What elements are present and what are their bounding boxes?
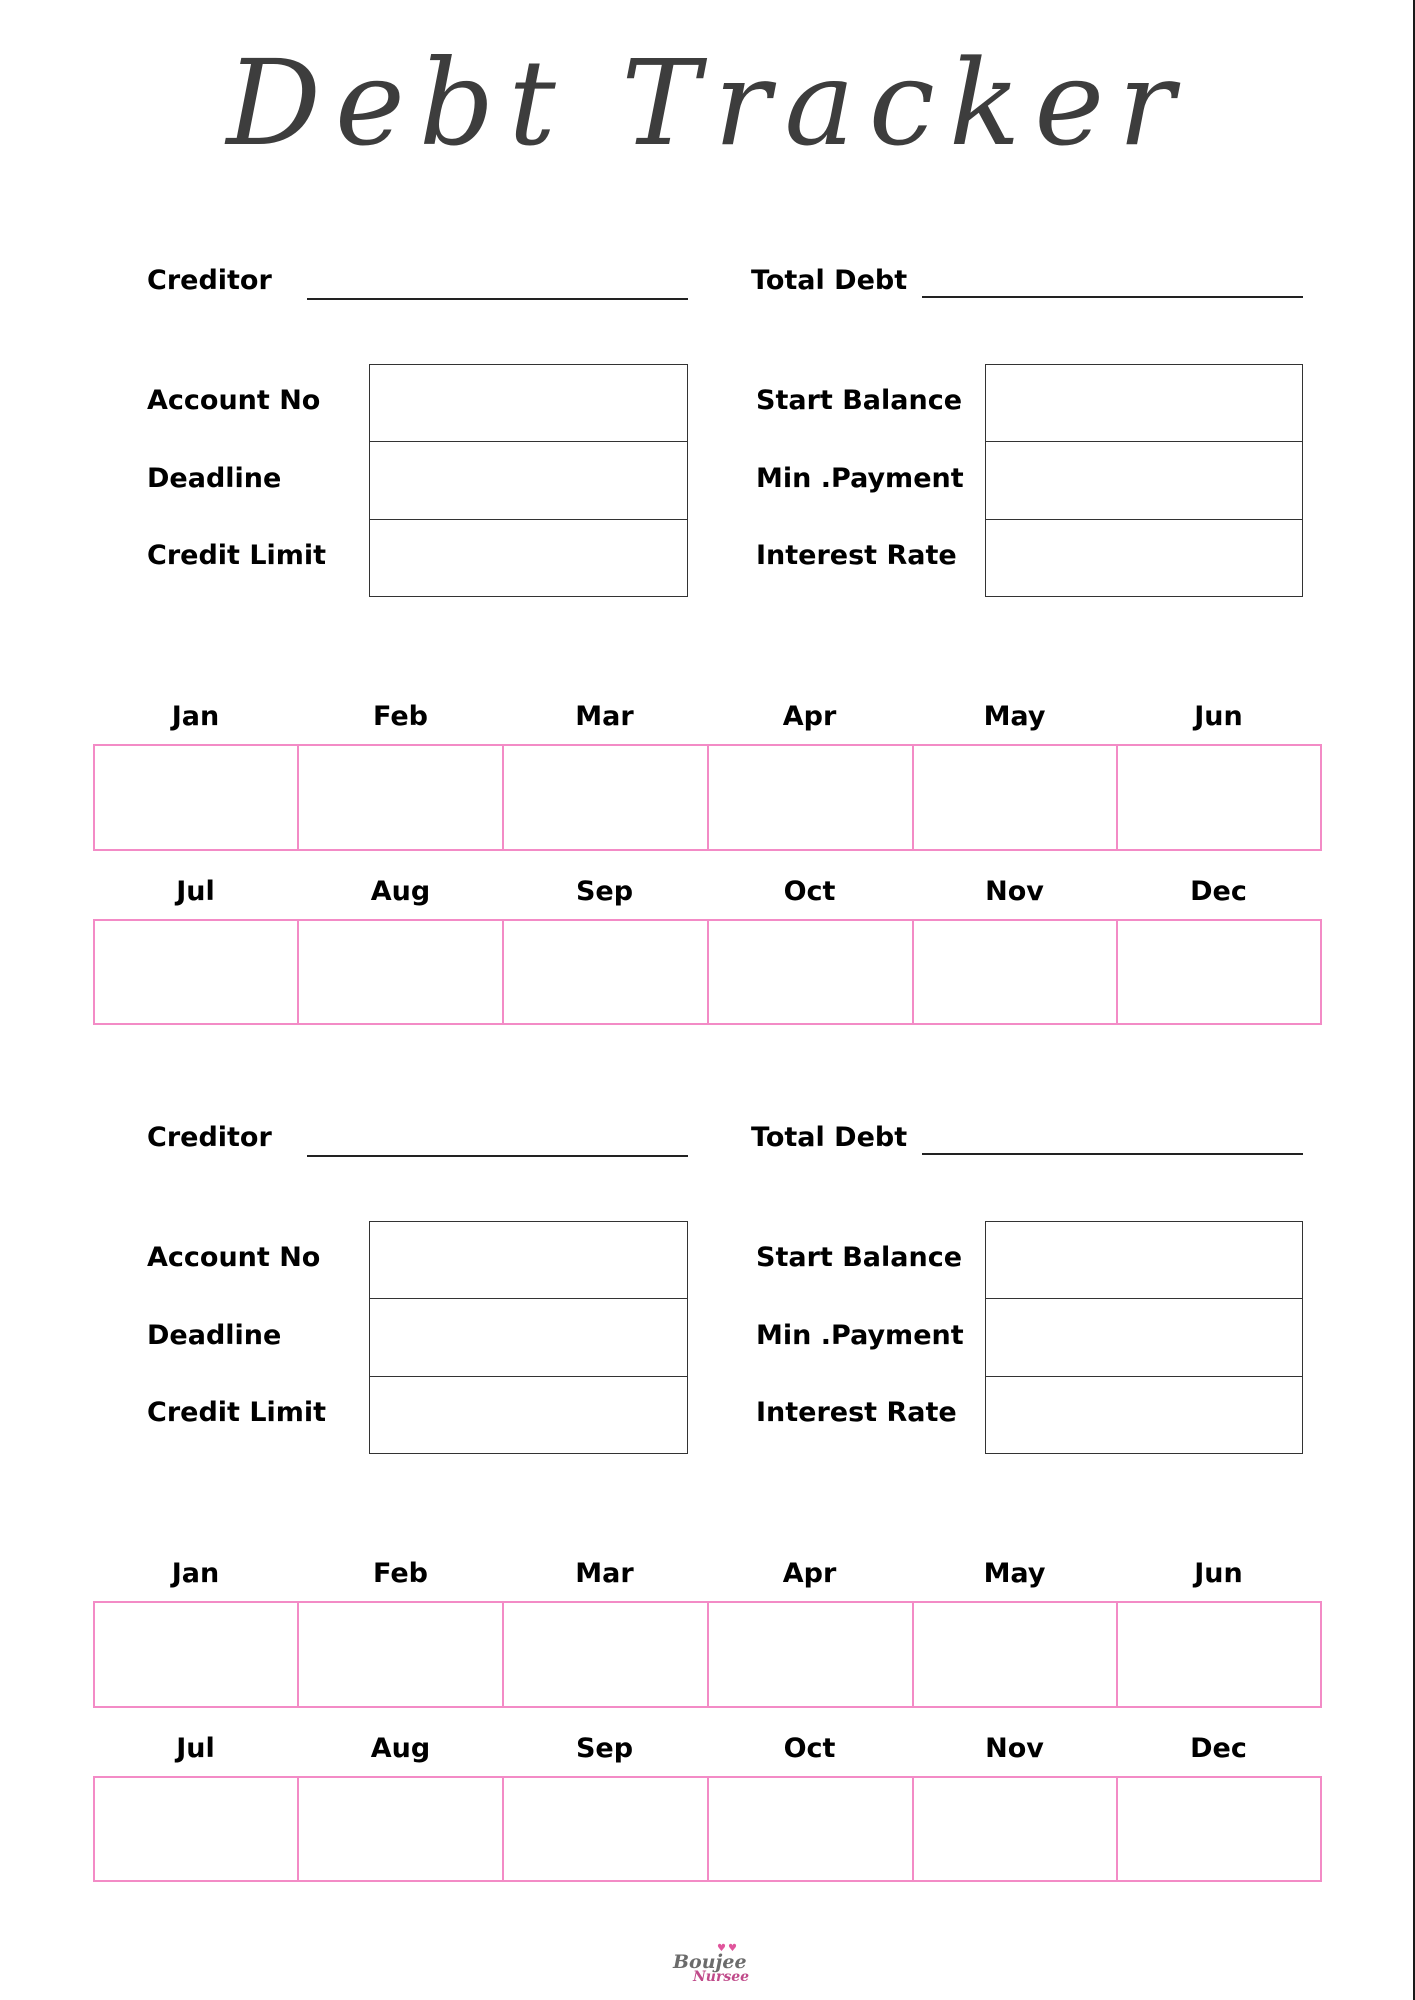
month-label-jun: Jun [1194, 1558, 1243, 1589]
month-label-oct: Oct [783, 1733, 836, 1764]
deadline-label: Deadline [147, 1320, 282, 1351]
month-cell-aug[interactable] [297, 1776, 504, 1882]
start-balance-field[interactable] [985, 364, 1303, 442]
interest-rate-field[interactable] [985, 1376, 1303, 1454]
month-cell-mar[interactable] [502, 1601, 709, 1708]
month-cell-may[interactable] [912, 1601, 1118, 1708]
month-label-jun: Jun [1194, 701, 1243, 732]
month-label-dec: Dec [1190, 1733, 1247, 1764]
credit-limit-field[interactable] [369, 519, 688, 597]
total-debt-field[interactable] [922, 296, 1303, 298]
min-payment-label: Min .Payment [756, 463, 964, 494]
month-cell-may[interactable] [912, 744, 1118, 851]
creditor-field[interactable] [307, 298, 688, 300]
account-no-label: Account No [147, 1242, 321, 1273]
credit-limit-label: Credit Limit [147, 1397, 327, 1428]
interest-rate-field[interactable] [985, 519, 1303, 597]
deadline-field[interactable] [369, 1298, 688, 1377]
month-cell-feb[interactable] [297, 744, 504, 851]
month-label-sep: Sep [575, 876, 634, 907]
creditor-field[interactable] [307, 1155, 688, 1157]
month-label-jan: Jan [171, 701, 220, 732]
deadline-field[interactable] [369, 441, 688, 520]
month-label-dec: Dec [1190, 876, 1247, 907]
creditor-label: Creditor [147, 1122, 272, 1153]
month-label-nov: Nov [985, 876, 1044, 907]
month-label-nov: Nov [985, 1733, 1044, 1764]
month-cell-oct[interactable] [707, 1776, 914, 1882]
month-cell-nov[interactable] [912, 1776, 1118, 1882]
total-debt-label: Total Debt [751, 1122, 908, 1153]
month-label-may: May [983, 701, 1046, 732]
month-label-jul: Jul [176, 876, 215, 907]
month-cell-jun[interactable] [1116, 744, 1322, 851]
month-label-aug: Aug [370, 876, 431, 907]
interest-rate-label: Interest Rate [756, 540, 957, 571]
month-label-feb: Feb [373, 701, 428, 732]
month-cell-jan[interactable] [93, 1601, 299, 1708]
page-title: Debt Tracker [226, 34, 1189, 172]
total-debt-field[interactable] [922, 1153, 1303, 1155]
account-no-field[interactable] [369, 1221, 688, 1299]
month-label-sep: Sep [575, 1733, 634, 1764]
month-label-jul: Jul [176, 1733, 215, 1764]
month-cell-apr[interactable] [707, 744, 914, 851]
month-cell-jun[interactable] [1116, 1601, 1322, 1708]
month-cell-sep[interactable] [502, 1776, 709, 1882]
account-no-label: Account No [147, 385, 321, 416]
hearts-icon: ♥♥ [717, 1943, 739, 1954]
month-cell-apr[interactable] [707, 1601, 914, 1708]
interest-rate-label: Interest Rate [756, 1397, 957, 1428]
month-label-apr: Apr [782, 701, 837, 732]
month-label-feb: Feb [373, 1558, 428, 1589]
month-cell-jan[interactable] [93, 744, 299, 851]
logo-line-1: Boujee [673, 1951, 747, 1973]
min-payment-label: Min .Payment [756, 1320, 964, 1351]
month-label-may: May [983, 1558, 1046, 1589]
start-balance-label: Start Balance [756, 385, 963, 416]
account-no-field[interactable] [369, 364, 688, 442]
month-cell-jul[interactable] [93, 1776, 299, 1882]
start-balance-label: Start Balance [756, 1242, 963, 1273]
min-payment-field[interactable] [985, 441, 1303, 520]
total-debt-label: Total Debt [751, 265, 908, 296]
logo-line-2: Nursee [693, 1969, 750, 1985]
month-label-mar: Mar [575, 1558, 634, 1589]
month-cell-mar[interactable] [502, 744, 709, 851]
month-cell-feb[interactable] [297, 1601, 504, 1708]
debt-section-1 [0, 0, 1415, 907]
month-label-mar: Mar [575, 701, 634, 732]
month-cell-dec[interactable] [1116, 1776, 1322, 1882]
month-label-apr: Apr [782, 1558, 837, 1589]
credit-limit-label: Credit Limit [147, 540, 327, 571]
debt-section-2 [0, 857, 1415, 1764]
deadline-label: Deadline [147, 463, 282, 494]
month-label-aug: Aug [370, 1733, 431, 1764]
min-payment-field[interactable] [985, 1298, 1303, 1377]
credit-limit-field[interactable] [369, 1376, 688, 1454]
start-balance-field[interactable] [985, 1221, 1303, 1299]
creditor-label: Creditor [147, 265, 272, 296]
month-label-oct: Oct [783, 876, 836, 907]
month-label-jan: Jan [171, 1558, 220, 1589]
brand-logo [655, 1945, 765, 1995]
